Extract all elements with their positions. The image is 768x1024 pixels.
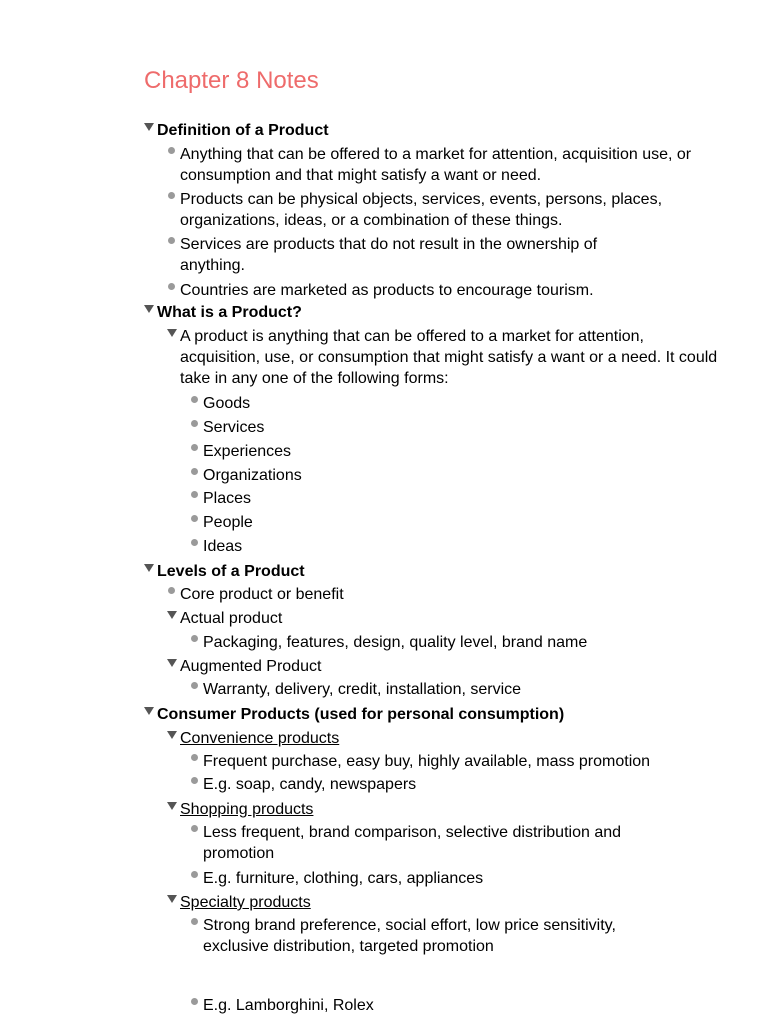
bullet-dot-icon xyxy=(189,536,201,557)
list-item xyxy=(180,144,700,186)
outline-subitem-convenience[interactable] xyxy=(180,728,768,749)
outline-text: Core product or benefit xyxy=(180,586,344,603)
list-item xyxy=(180,234,660,276)
list-item xyxy=(203,774,768,795)
triangle-down-icon[interactable] xyxy=(166,799,178,820)
outline-text: People xyxy=(203,514,253,531)
bullet-dot-icon xyxy=(189,417,201,438)
outline-text: E.g. soap, candy, newspapers xyxy=(203,776,417,793)
list-item xyxy=(203,995,768,1016)
outline-text: Definition of a Product xyxy=(157,122,329,139)
bullet-dot-icon xyxy=(189,632,201,653)
list-item xyxy=(180,584,768,605)
outline-text: Experiences xyxy=(203,443,292,460)
bullet-dot-icon xyxy=(189,774,201,795)
outline-text: Warranty, delivery, credit, installation, service xyxy=(203,681,522,698)
triangle-down-icon[interactable] xyxy=(166,326,178,347)
outline-text: A product is anything that can be offered to a market for attention, acquisition, use, or consumption that might satisfy a want or a need. It could take in any one of the following forms: xyxy=(180,328,718,387)
list-item xyxy=(203,679,743,700)
list-item xyxy=(203,488,768,509)
bullet-dot-icon xyxy=(189,465,201,486)
triangle-down-icon[interactable] xyxy=(143,704,155,725)
list-item xyxy=(203,441,768,462)
outline-text: E.g. furniture, clothing, cars, appliances xyxy=(203,870,484,887)
list-item xyxy=(203,393,768,414)
list-item xyxy=(203,751,763,772)
outline-text: Less frequent, brand comparison, selective distribution and promotion xyxy=(203,824,622,862)
list-item xyxy=(180,280,740,301)
list-item xyxy=(203,822,693,864)
outline-text: Frequent purchase, easy buy, highly available, mass promotion xyxy=(203,753,651,770)
triangle-down-icon[interactable] xyxy=(143,561,155,582)
triangle-down-icon[interactable] xyxy=(143,302,155,323)
list-item xyxy=(203,915,683,957)
outline-heading-what-is[interactable] xyxy=(157,302,757,323)
outline-text: E.g. Lamborghini, Rolex xyxy=(203,997,374,1014)
bullet-dot-icon xyxy=(189,441,201,462)
outline-text: Places xyxy=(203,490,252,507)
outline-text: Consumer Products (used for personal consumption) xyxy=(157,706,565,723)
bullet-dot-icon xyxy=(166,189,178,210)
list-item xyxy=(203,465,768,486)
triangle-down-icon[interactable] xyxy=(166,728,178,749)
outline-text: Anything that can be offered to a market for attention, acquisition use, or consumption and that might satisfy a want or need. xyxy=(180,146,692,184)
triangle-down-icon[interactable] xyxy=(143,120,155,141)
bullet-dot-icon xyxy=(189,822,201,843)
bullet-dot-icon xyxy=(189,868,201,889)
bullet-dot-icon xyxy=(189,995,201,1016)
outline-heading-consumer-products[interactable] xyxy=(157,704,757,725)
outline-text: Services are products that do not result in the ownership of anything. xyxy=(180,236,598,274)
outline-text: Countries are marketed as products to encourage tourism. xyxy=(180,282,594,299)
bullet-dot-icon xyxy=(189,679,201,700)
list-item xyxy=(203,868,768,889)
list-item xyxy=(203,536,768,557)
triangle-down-icon[interactable] xyxy=(166,608,178,629)
list-item xyxy=(203,512,768,533)
outline-text: Specialty products xyxy=(180,894,311,911)
outline-text: Shopping products xyxy=(180,801,314,818)
bullet-dot-icon xyxy=(189,393,201,414)
bullet-dot-icon xyxy=(189,488,201,509)
bullet-dot-icon xyxy=(166,234,178,255)
outline-subitem-shopping[interactable] xyxy=(180,799,768,820)
outline-heading-definition[interactable] xyxy=(157,120,757,141)
outline-text: Levels of a Product xyxy=(157,563,305,580)
outline-text: Augmented Product xyxy=(180,658,322,675)
outline-subitem-specialty[interactable] xyxy=(180,892,768,913)
outline-text: What is a Product? xyxy=(157,304,302,321)
list-item xyxy=(203,632,743,653)
outline-subitem-augmented-product[interactable] xyxy=(180,656,768,677)
triangle-down-icon[interactable] xyxy=(166,892,178,913)
outline-text: Products can be physical objects, services, events, persons, places, organizations, ideas, or a combination of these things. xyxy=(180,191,663,229)
outline-subitem-actual-product[interactable] xyxy=(180,608,768,629)
bullet-dot-icon xyxy=(166,144,178,165)
bullet-dot-icon xyxy=(166,584,178,605)
outline-text: Packaging, features, design, quality level, brand name xyxy=(203,634,588,651)
triangle-down-icon[interactable] xyxy=(166,656,178,677)
outline-subitem-product-forms[interactable] xyxy=(180,326,720,389)
page-title: Chapter 8 Notes xyxy=(144,67,319,94)
outline-text: Ideas xyxy=(203,538,243,555)
bullet-dot-icon xyxy=(189,751,201,772)
outline-text: Convenience products xyxy=(180,730,340,747)
outline-heading-levels[interactable] xyxy=(157,561,757,582)
outline-text: Services xyxy=(203,419,265,436)
outline-text: Organizations xyxy=(203,467,302,484)
list-item xyxy=(203,417,768,438)
list-item xyxy=(180,189,680,231)
bullet-dot-icon xyxy=(166,280,178,301)
outline-text: Actual product xyxy=(180,610,283,627)
outline-text: Strong brand preference, social effort, low price sensitivity, exclusive distribution, targeted promotion xyxy=(203,917,616,955)
outline-text: Goods xyxy=(203,395,251,412)
bullet-dot-icon xyxy=(189,512,201,533)
bullet-dot-icon xyxy=(189,915,201,936)
